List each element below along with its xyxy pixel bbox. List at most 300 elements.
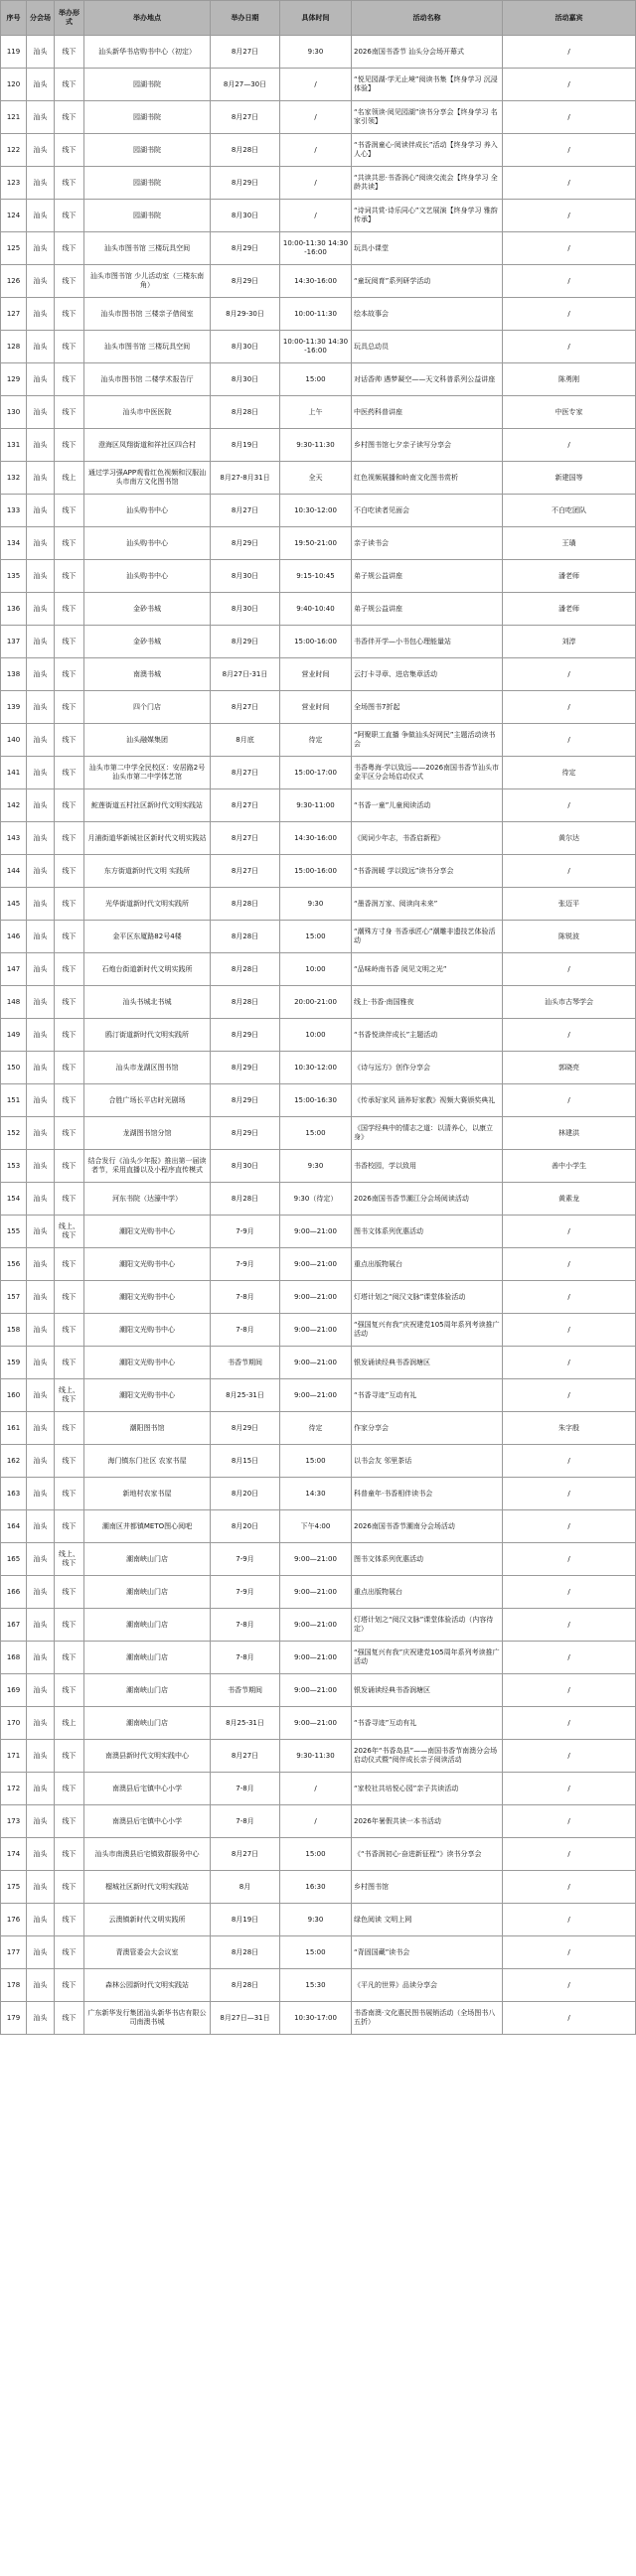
cell-location: 河东书院（达濠中学） bbox=[84, 1183, 211, 1216]
cell-activity: “名家领读·阅见园湖”读书分享会【终身学习 名家引领】 bbox=[352, 101, 503, 134]
table-row bbox=[1, 167, 636, 200]
cell-location: 潮阳文光购书中心 bbox=[84, 1379, 211, 1412]
cell-format: 线下 bbox=[55, 1183, 84, 1216]
cell-date: 8月27—30日 bbox=[211, 69, 280, 101]
cell-format: 线下 bbox=[55, 101, 84, 134]
cell-index: 154 bbox=[1, 1183, 27, 1216]
cell-venue: 汕头 bbox=[27, 1150, 55, 1183]
cell-activity: 绿色阅读 文明上网 bbox=[352, 1904, 503, 1936]
cell-guest: / bbox=[503, 1838, 636, 1871]
cell-date: 8月27日 bbox=[211, 822, 280, 855]
cell-time: 9:00—21:00 bbox=[280, 1576, 352, 1609]
cell-time: 全天 bbox=[280, 462, 352, 495]
cell-index: 150 bbox=[1, 1052, 27, 1084]
cell-guest: / bbox=[503, 691, 636, 724]
cell-format: 线下 bbox=[55, 1936, 84, 1969]
cell-time: 16:30 bbox=[280, 1871, 352, 1904]
cell-location: 园湖书院 bbox=[84, 101, 211, 134]
cell-activity: 玩具小课堂 bbox=[352, 232, 503, 265]
cell-activity: “阿聚职工直播 争做汕头好网民”主题活动读书会 bbox=[352, 724, 503, 757]
cell-date: 8月27日 bbox=[211, 1740, 280, 1773]
cell-activity: 《国学经典中的情志之道：以清养心，以康立身》 bbox=[352, 1117, 503, 1150]
cell-format: 线下 bbox=[55, 1117, 84, 1150]
cell-activity: 书香校园，学以致用 bbox=[352, 1150, 503, 1183]
cell-guest: / bbox=[503, 1642, 636, 1674]
cell-activity: “书香润暖 学以致远”读书分享会 bbox=[352, 855, 503, 888]
cell-guest: 王璜 bbox=[503, 527, 636, 560]
cell-index: 163 bbox=[1, 1478, 27, 1510]
cell-guest: 陈锐波 bbox=[503, 921, 636, 953]
cell-guest: / bbox=[503, 1871, 636, 1904]
table-row bbox=[1, 1936, 636, 1969]
cell-date: 书香节期间 bbox=[211, 1674, 280, 1707]
cell-format: 线下 bbox=[55, 593, 84, 626]
cell-activity: “童玩阅育”系列研学活动 bbox=[352, 265, 503, 298]
cell-guest: / bbox=[503, 1379, 636, 1412]
cell-time: 10:00 bbox=[280, 1019, 352, 1052]
cell-location: 南澳书城 bbox=[84, 658, 211, 691]
cell-index: 160 bbox=[1, 1379, 27, 1412]
cell-activity: 以书会友 邻里茶话 bbox=[352, 1445, 503, 1478]
cell-location: 汕头融媒集团 bbox=[84, 724, 211, 757]
cell-guest: / bbox=[503, 101, 636, 134]
cell-format: 线下 bbox=[55, 626, 84, 658]
cell-format: 线上、线下 bbox=[55, 1216, 84, 1248]
cell-location: 鸥汀街道新时代文明实践所 bbox=[84, 1019, 211, 1052]
cell-format: 线下 bbox=[55, 36, 84, 69]
cell-format: 线下 bbox=[55, 200, 84, 232]
cell-date: 8月20日 bbox=[211, 1510, 280, 1543]
cell-time: 14:30 bbox=[280, 1478, 352, 1510]
cell-index: 170 bbox=[1, 1707, 27, 1740]
cell-location: 南澳县新时代文明实践中心 bbox=[84, 1740, 211, 1773]
cell-format: 线下 bbox=[55, 134, 84, 167]
cell-location: 汕头市图书馆 少儿活动室（三楼东南角） bbox=[84, 265, 211, 298]
cell-venue: 汕头 bbox=[27, 691, 55, 724]
cell-activity: “墨香润万家、阅读向未来” bbox=[352, 888, 503, 921]
cell-guest: / bbox=[503, 1084, 636, 1117]
header-venue: 分会场 bbox=[27, 1, 55, 36]
cell-index: 172 bbox=[1, 1773, 27, 1805]
cell-location: 云澳镇新时代文明实践所 bbox=[84, 1904, 211, 1936]
cell-guest: 林建洪 bbox=[503, 1117, 636, 1150]
cell-location: 东方街道新时代文明 实践所 bbox=[84, 855, 211, 888]
cell-venue: 汕头 bbox=[27, 363, 55, 396]
cell-activity: “品味岭南书香 阅见文明之光” bbox=[352, 953, 503, 986]
table-row bbox=[1, 495, 636, 527]
cell-time: 9:00—21:00 bbox=[280, 1642, 352, 1674]
table-row bbox=[1, 429, 636, 462]
cell-location: 汕头新华书店购书中心（初定） bbox=[84, 36, 211, 69]
cell-venue: 汕头 bbox=[27, 855, 55, 888]
cell-format: 线下 bbox=[55, 789, 84, 822]
cell-index: 128 bbox=[1, 331, 27, 363]
cell-activity: 2026南国书香节 汕头分会场开幕式 bbox=[352, 36, 503, 69]
cell-time: / bbox=[280, 1773, 352, 1805]
cell-index: 173 bbox=[1, 1805, 27, 1838]
cell-activity: “家校社共培悦心园”亲子共读活动 bbox=[352, 1773, 503, 1805]
cell-activity: 重点出版物展台 bbox=[352, 1248, 503, 1281]
cell-index: 122 bbox=[1, 134, 27, 167]
cell-guest: / bbox=[503, 789, 636, 822]
cell-venue: 汕头 bbox=[27, 232, 55, 265]
cell-activity: 书香南澳·文化惠民图书展销活动（全场图书八五折） bbox=[352, 2002, 503, 2035]
cell-activity: 中医药科普讲座 bbox=[352, 396, 503, 429]
cell-guest: / bbox=[503, 1707, 636, 1740]
cell-date: 7-8月 bbox=[211, 1773, 280, 1805]
cell-date: 7-9月 bbox=[211, 1543, 280, 1576]
cell-guest: / bbox=[503, 1216, 636, 1248]
table-row bbox=[1, 1216, 636, 1248]
cell-index: 127 bbox=[1, 298, 27, 331]
table-row bbox=[1, 396, 636, 429]
table-row bbox=[1, 1838, 636, 1871]
cell-format: 线下 bbox=[55, 560, 84, 593]
cell-activity: 弟子规公益讲座 bbox=[352, 593, 503, 626]
cell-location: 南澳县后宅镇中心小学 bbox=[84, 1805, 211, 1838]
table-row bbox=[1, 1412, 636, 1445]
cell-time: 10:30-12:00 bbox=[280, 1052, 352, 1084]
cell-format: 线下 bbox=[55, 1969, 84, 2002]
table-row bbox=[1, 789, 636, 822]
cell-format: 线下 bbox=[55, 527, 84, 560]
table-row bbox=[1, 691, 636, 724]
cell-date: 8月27日 bbox=[211, 1838, 280, 1871]
cell-index: 143 bbox=[1, 822, 27, 855]
cell-location: 汕头市南澳县后宅镇致群服务中心 bbox=[84, 1838, 211, 1871]
cell-format: 线下 bbox=[55, 396, 84, 429]
cell-venue: 汕头 bbox=[27, 1674, 55, 1707]
cell-venue: 汕头 bbox=[27, 36, 55, 69]
cell-format: 线下 bbox=[55, 822, 84, 855]
cell-activity: “书香寻迹”互动有礼 bbox=[352, 1707, 503, 1740]
cell-activity: 云打卡寻章、进店集章活动 bbox=[352, 658, 503, 691]
cell-guest: 善中小学生 bbox=[503, 1150, 636, 1183]
cell-format: 线下 bbox=[55, 1576, 84, 1609]
cell-date: 8月30日 bbox=[211, 200, 280, 232]
cell-venue: 汕头 bbox=[27, 1838, 55, 1871]
cell-guest: / bbox=[503, 134, 636, 167]
cell-guest: 潘老师 bbox=[503, 593, 636, 626]
cell-format: 线下 bbox=[55, 1019, 84, 1052]
table-row bbox=[1, 2002, 636, 2035]
cell-date: 7-9月 bbox=[211, 1216, 280, 1248]
cell-venue: 汕头 bbox=[27, 888, 55, 921]
table-row bbox=[1, 855, 636, 888]
table-row bbox=[1, 265, 636, 298]
cell-time: 9:00—21:00 bbox=[280, 1543, 352, 1576]
cell-date: 8月30日 bbox=[211, 593, 280, 626]
cell-date: 8月27日 bbox=[211, 691, 280, 724]
table-row bbox=[1, 1084, 636, 1117]
cell-index: 132 bbox=[1, 462, 27, 495]
cell-guest: 刘淳 bbox=[503, 626, 636, 658]
cell-location: 海门镇东门社区 农家书屋 bbox=[84, 1445, 211, 1478]
cell-venue: 汕头 bbox=[27, 200, 55, 232]
cell-location: 通过学习强APP观看红色视频和汉服汕头市南方文化图书馆 bbox=[84, 462, 211, 495]
cell-location: 结合发行《汕头少年报》推出第一届读者节，采用直播以及小程序直传模式 bbox=[84, 1150, 211, 1183]
cell-time: 10:00-11:30 14:30-16:00 bbox=[280, 331, 352, 363]
table-row bbox=[1, 986, 636, 1019]
cell-activity: 图书文体系列优惠活动 bbox=[352, 1216, 503, 1248]
cell-time: 9:30-11:00 bbox=[280, 789, 352, 822]
cell-location: 潮南峡山门店 bbox=[84, 1576, 211, 1609]
cell-activity: 不白吃读者见面会 bbox=[352, 495, 503, 527]
cell-activity: 2026年暑假共读一本书活动 bbox=[352, 1805, 503, 1838]
cell-index: 166 bbox=[1, 1576, 27, 1609]
table-row bbox=[1, 1674, 636, 1707]
cell-guest: / bbox=[503, 1773, 636, 1805]
cell-index: 168 bbox=[1, 1642, 27, 1674]
cell-activity: “书香悦读伴成长”主题活动 bbox=[352, 1019, 503, 1052]
cell-guest: 张迈平 bbox=[503, 888, 636, 921]
cell-format: 线下 bbox=[55, 1740, 84, 1773]
cell-date: 7-8月 bbox=[211, 1805, 280, 1838]
cell-guest: / bbox=[503, 167, 636, 200]
cell-format: 线下 bbox=[55, 429, 84, 462]
cell-activity: 图书文体系列优惠活动 bbox=[352, 1543, 503, 1576]
cell-venue: 汕头 bbox=[27, 396, 55, 429]
cell-location: 汕头购书中心 bbox=[84, 495, 211, 527]
table-row bbox=[1, 822, 636, 855]
cell-index: 175 bbox=[1, 1871, 27, 1904]
table-body bbox=[1, 36, 636, 2035]
cell-format: 线下 bbox=[55, 986, 84, 1019]
cell-activity: 绘本故事会 bbox=[352, 298, 503, 331]
table-row bbox=[1, 298, 636, 331]
table-row bbox=[1, 1773, 636, 1805]
cell-index: 144 bbox=[1, 855, 27, 888]
cell-date: 8月28日 bbox=[211, 1936, 280, 1969]
cell-location: 园湖书院 bbox=[84, 200, 211, 232]
cell-index: 129 bbox=[1, 363, 27, 396]
table-row bbox=[1, 36, 636, 69]
cell-format: 线下 bbox=[55, 265, 84, 298]
cell-time: 9:00—21:00 bbox=[280, 1379, 352, 1412]
cell-index: 161 bbox=[1, 1412, 27, 1445]
table-row bbox=[1, 757, 636, 789]
header-index: 序号 bbox=[1, 1, 27, 36]
cell-date: 8月28日 bbox=[211, 134, 280, 167]
cell-activity: 乡村图书馆七夕亲子读写分享会 bbox=[352, 429, 503, 462]
cell-index: 123 bbox=[1, 167, 27, 200]
cell-time: 待定 bbox=[280, 724, 352, 757]
cell-format: 线下 bbox=[55, 888, 84, 921]
cell-time: / bbox=[280, 1805, 352, 1838]
cell-format: 线下 bbox=[55, 757, 84, 789]
cell-time: 9:00—21:00 bbox=[280, 1609, 352, 1642]
cell-activity: 2026南国书香节潮江分会场阅读活动 bbox=[352, 1183, 503, 1216]
cell-time: 9:00—21:00 bbox=[280, 1248, 352, 1281]
cell-location: 汕头市图书馆 三楼亲子借阅室 bbox=[84, 298, 211, 331]
cell-index: 152 bbox=[1, 1117, 27, 1150]
cell-activity: “潮殊方寸身 书香承匠心”潮雕非遗技艺体验活动 bbox=[352, 921, 503, 953]
header-location: 举办地点 bbox=[84, 1, 211, 36]
table-row bbox=[1, 1871, 636, 1904]
cell-venue: 汕头 bbox=[27, 429, 55, 462]
cell-guest: / bbox=[503, 1543, 636, 1576]
cell-date: 8月29日 bbox=[211, 265, 280, 298]
cell-location: 新地村农家书屋 bbox=[84, 1478, 211, 1510]
cell-venue: 汕头 bbox=[27, 69, 55, 101]
cell-venue: 汕头 bbox=[27, 1510, 55, 1543]
cell-guest: / bbox=[503, 1019, 636, 1052]
cell-venue: 汕头 bbox=[27, 1248, 55, 1281]
table-row bbox=[1, 134, 636, 167]
cell-time: 9:30 bbox=[280, 1150, 352, 1183]
table-row bbox=[1, 1379, 636, 1412]
table-row bbox=[1, 1609, 636, 1642]
cell-location: 汕头书城北书城 bbox=[84, 986, 211, 1019]
cell-date: 8月27日 bbox=[211, 855, 280, 888]
cell-activity: 科普童年·书香相伴读书会 bbox=[352, 1478, 503, 1510]
cell-date: 8月27日 bbox=[211, 789, 280, 822]
cell-date: 8月27日 bbox=[211, 757, 280, 789]
cell-venue: 汕头 bbox=[27, 1969, 55, 2002]
cell-date: 7-8月 bbox=[211, 1281, 280, 1314]
table-row bbox=[1, 593, 636, 626]
table-row bbox=[1, 527, 636, 560]
cell-time: 9:15-10:45 bbox=[280, 560, 352, 593]
cell-venue: 汕头 bbox=[27, 1281, 55, 1314]
cell-guest: 汕头市古琴学会 bbox=[503, 986, 636, 1019]
table-row bbox=[1, 1150, 636, 1183]
cell-time: 15:00-17:00 bbox=[280, 757, 352, 789]
cell-date: 8月29日 bbox=[211, 1084, 280, 1117]
cell-time: 15:00-16:00 bbox=[280, 626, 352, 658]
cell-guest: / bbox=[503, 1805, 636, 1838]
cell-format: 线下 bbox=[55, 1248, 84, 1281]
cell-date: 8月19日 bbox=[211, 1904, 280, 1936]
table-row bbox=[1, 1281, 636, 1314]
cell-time: 15:30 bbox=[280, 1969, 352, 2002]
cell-location: 南澳县后宅镇中心小学 bbox=[84, 1773, 211, 1805]
cell-guest: / bbox=[503, 1576, 636, 1609]
cell-index: 121 bbox=[1, 101, 27, 134]
cell-date: 8月19日 bbox=[211, 429, 280, 462]
cell-index: 146 bbox=[1, 921, 27, 953]
cell-time: 9:00—21:00 bbox=[280, 1707, 352, 1740]
cell-index: 178 bbox=[1, 1969, 27, 2002]
cell-time: 10:30-12:00 bbox=[280, 495, 352, 527]
cell-date: 8月29日 bbox=[211, 626, 280, 658]
header-activity: 活动名称 bbox=[352, 1, 503, 36]
table-row bbox=[1, 1642, 636, 1674]
cell-date: 8月30日 bbox=[211, 331, 280, 363]
table-row bbox=[1, 1183, 636, 1216]
cell-index: 119 bbox=[1, 36, 27, 69]
cell-venue: 汕头 bbox=[27, 1183, 55, 1216]
cell-index: 157 bbox=[1, 1281, 27, 1314]
cell-venue: 汕头 bbox=[27, 986, 55, 1019]
cell-format: 线下 bbox=[55, 1478, 84, 1510]
cell-format: 线下 bbox=[55, 1642, 84, 1674]
header-guest: 活动嘉宾 bbox=[503, 1, 636, 36]
cell-format: 线下 bbox=[55, 1445, 84, 1478]
table-row bbox=[1, 921, 636, 953]
cell-venue: 汕头 bbox=[27, 1052, 55, 1084]
cell-venue: 汕头 bbox=[27, 2002, 55, 2035]
cell-time: 9:30-11:30 bbox=[280, 1740, 352, 1773]
cell-format: 线下 bbox=[55, 331, 84, 363]
cell-date: 7-9月 bbox=[211, 1576, 280, 1609]
cell-guest: / bbox=[503, 1740, 636, 1773]
cell-date: 8月27日 bbox=[211, 36, 280, 69]
cell-guest: 郭晓亮 bbox=[503, 1052, 636, 1084]
cell-location: 汕头市图书馆 三楼玩具空间 bbox=[84, 331, 211, 363]
cell-guest: 不白吃团队 bbox=[503, 495, 636, 527]
cell-format: 线下 bbox=[55, 921, 84, 953]
table-row bbox=[1, 1740, 636, 1773]
cell-location: 汕头购书中心 bbox=[84, 560, 211, 593]
cell-activity: 红色视频展播和岭南文化图书赏析 bbox=[352, 462, 503, 495]
cell-activity: 作家分享会 bbox=[352, 1412, 503, 1445]
cell-activity: 玩具总动员 bbox=[352, 331, 503, 363]
cell-index: 136 bbox=[1, 593, 27, 626]
cell-venue: 汕头 bbox=[27, 1609, 55, 1642]
cell-format: 线下 bbox=[55, 495, 84, 527]
cell-date: 8月28日 bbox=[211, 888, 280, 921]
cell-location: 汕头市第二中学全民校区：安居路2号汕头市第二中学体艺馆 bbox=[84, 757, 211, 789]
cell-location: 汕头购书中心 bbox=[84, 527, 211, 560]
cell-guest: 黄尔达 bbox=[503, 822, 636, 855]
cell-venue: 汕头 bbox=[27, 724, 55, 757]
cell-time: / bbox=[280, 167, 352, 200]
cell-date: 8月29日 bbox=[211, 1019, 280, 1052]
cell-date: 8月20日 bbox=[211, 1478, 280, 1510]
cell-guest: / bbox=[503, 953, 636, 986]
cell-activity: 灯塔计划之“阅汉文脉”课堂体验活动 bbox=[352, 1281, 503, 1314]
table-row bbox=[1, 1347, 636, 1379]
cell-format: 线下 bbox=[55, 1805, 84, 1838]
cell-time: 9:30 bbox=[280, 1904, 352, 1936]
cell-location: 园湖书院 bbox=[84, 69, 211, 101]
cell-format: 线下 bbox=[55, 1150, 84, 1183]
cell-index: 177 bbox=[1, 1936, 27, 1969]
cell-date: 8月28日 bbox=[211, 1183, 280, 1216]
cell-index: 134 bbox=[1, 527, 27, 560]
cell-location: 汕头市中医医院 bbox=[84, 396, 211, 429]
cell-index: 140 bbox=[1, 724, 27, 757]
cell-time: 15:00 bbox=[280, 921, 352, 953]
cell-venue: 汕头 bbox=[27, 1445, 55, 1478]
cell-activity: “书香寻迹”互动有礼 bbox=[352, 1379, 503, 1412]
cell-activity: 2026年“书香岛县”——南国书香节南澳分会场启动仪式暨“阅伴成长亲子阅读活动 bbox=[352, 1740, 503, 1773]
cell-time: 10:30-17:00 bbox=[280, 2002, 352, 2035]
cell-time: 待定 bbox=[280, 1412, 352, 1445]
cell-format: 线上 bbox=[55, 462, 84, 495]
cell-activity: 对话香帅 遇梦凝空——天文科普系列公益讲座 bbox=[352, 363, 503, 396]
cell-guest: / bbox=[503, 1445, 636, 1478]
cell-guest: / bbox=[503, 855, 636, 888]
cell-location: 园湖书院 bbox=[84, 167, 211, 200]
cell-guest: / bbox=[503, 200, 636, 232]
cell-venue: 汕头 bbox=[27, 1871, 55, 1904]
cell-format: 线下 bbox=[55, 1838, 84, 1871]
cell-location: 潮南区井都镇METO图心阅吧 bbox=[84, 1510, 211, 1543]
cell-date: 7-8月 bbox=[211, 1609, 280, 1642]
cell-guest: / bbox=[503, 1347, 636, 1379]
cell-activity: 灯塔计划之“阅汉文脉”课堂体验活动（内容待定） bbox=[352, 1609, 503, 1642]
cell-venue: 汕头 bbox=[27, 658, 55, 691]
cell-index: 125 bbox=[1, 232, 27, 265]
cell-date: 8月25-31日 bbox=[211, 1379, 280, 1412]
cell-format: 线下 bbox=[55, 658, 84, 691]
cell-venue: 汕头 bbox=[27, 1904, 55, 1936]
cell-venue: 汕头 bbox=[27, 462, 55, 495]
cell-venue: 汕头 bbox=[27, 789, 55, 822]
cell-venue: 汕头 bbox=[27, 331, 55, 363]
